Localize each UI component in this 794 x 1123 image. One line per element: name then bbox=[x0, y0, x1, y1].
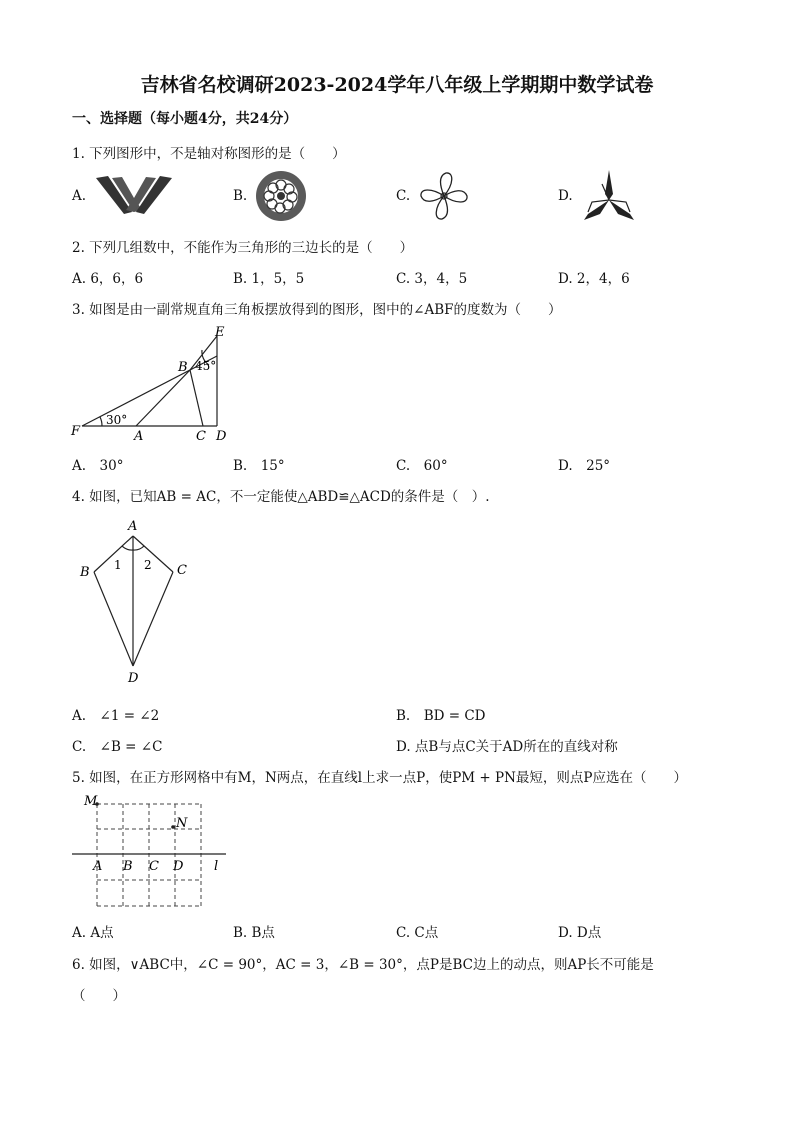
q2-option-d: D. 2，4，6 bbox=[558, 271, 630, 287]
label-e: E bbox=[215, 325, 225, 340]
q4-option-a: A. ∠1 = ∠2 bbox=[72, 708, 160, 724]
label-a: A bbox=[128, 519, 138, 534]
q5-option-a: A. A点 bbox=[72, 925, 114, 941]
q4-option-d: D. 点B与点C关于AD所在的直线对称 bbox=[396, 739, 618, 755]
label-a: A bbox=[93, 859, 103, 874]
question-4-stem: 4. 如图，已知AB = AC，不一定能使△ABD≌△ACD的条件是（ ）. bbox=[72, 489, 490, 505]
label-45deg: 45° bbox=[195, 359, 217, 373]
label-angle-1: 1 bbox=[114, 558, 122, 572]
question-6-cont: （ ） bbox=[72, 988, 126, 1004]
q1-option-a-label: A. bbox=[72, 188, 87, 204]
label-b: B bbox=[178, 360, 188, 375]
q3-option-a: A. 30° bbox=[72, 458, 124, 474]
q5-option-b: B. B点 bbox=[233, 925, 275, 941]
q4-option-b: B. BD = CD bbox=[396, 708, 486, 724]
label-b: B bbox=[123, 859, 133, 874]
label-30deg: 30° bbox=[106, 413, 128, 427]
pinwheel-flower-icon bbox=[418, 170, 470, 222]
question-5-stem: 5. 如图，在正方形网格中有M，N两点，在直线l上求一点P，使PM + PN最短，则点P应选在（ ） bbox=[72, 770, 687, 786]
q3-option-d: D. 25° bbox=[558, 458, 611, 474]
q2-option-a: A. 6，6，6 bbox=[72, 271, 144, 287]
q3-option-c: C. 60° bbox=[396, 458, 448, 474]
label-d: D bbox=[128, 671, 139, 686]
label-c: C bbox=[177, 563, 187, 578]
label-d: D bbox=[216, 429, 227, 444]
q1-option-b-label: B. bbox=[233, 188, 248, 204]
question-6-stem: 6. 如图，∨ABC中，∠C = 90°，AC = 3，∠B = 30°，点P是BC边上的动点，则AP长不可能是 bbox=[72, 957, 654, 973]
w-logo-icon bbox=[94, 172, 174, 218]
question-2-stem: 2. 下列几组数中，不能作为三角形的三边长的是（ ） bbox=[72, 240, 414, 256]
q2-option-b: B. 1，5，5 bbox=[233, 271, 305, 287]
q5-option-d: D. D点 bbox=[558, 925, 602, 941]
question-3-stem: 3. 如图是由一副常规直角三角板摆放得到的图形，图中的∠ABF的度数为（ ） bbox=[72, 302, 562, 318]
flower-wheel-icon bbox=[255, 170, 307, 222]
triangle-figure-q3 bbox=[68, 322, 238, 446]
q4-option-c: C. ∠B = ∠C bbox=[72, 739, 163, 755]
label-d: D bbox=[173, 859, 184, 874]
page-title: 吉林省名校调研2023-2024学年八年级上学期期中数学试卷 bbox=[140, 74, 654, 96]
label-c: C bbox=[149, 859, 159, 874]
label-c: C bbox=[196, 429, 206, 444]
section-heading: 一、选择题（每小题4分，共24分） bbox=[72, 111, 298, 127]
q1-option-c-label: C. bbox=[396, 188, 411, 204]
q3-option-b: B. 15° bbox=[233, 458, 285, 474]
kite-figure-q4 bbox=[72, 514, 202, 690]
label-l: l bbox=[214, 859, 219, 874]
q5-option-c: C. C点 bbox=[396, 925, 439, 941]
label-m: M bbox=[84, 794, 98, 809]
label-b: B bbox=[80, 565, 90, 580]
label-a: A bbox=[134, 429, 144, 444]
label-n: N bbox=[176, 816, 188, 831]
label-angle-2: 2 bbox=[144, 558, 152, 572]
grid-figure-q5 bbox=[70, 792, 230, 910]
q2-option-c: C. 3，4，5 bbox=[396, 271, 468, 287]
q1-option-d-label: D. bbox=[558, 188, 573, 204]
label-f: F bbox=[71, 424, 81, 439]
question-1-stem: 1. 下列图形中，不是轴对称图形的是（ ） bbox=[72, 146, 346, 162]
three-blade-icon bbox=[580, 168, 638, 222]
